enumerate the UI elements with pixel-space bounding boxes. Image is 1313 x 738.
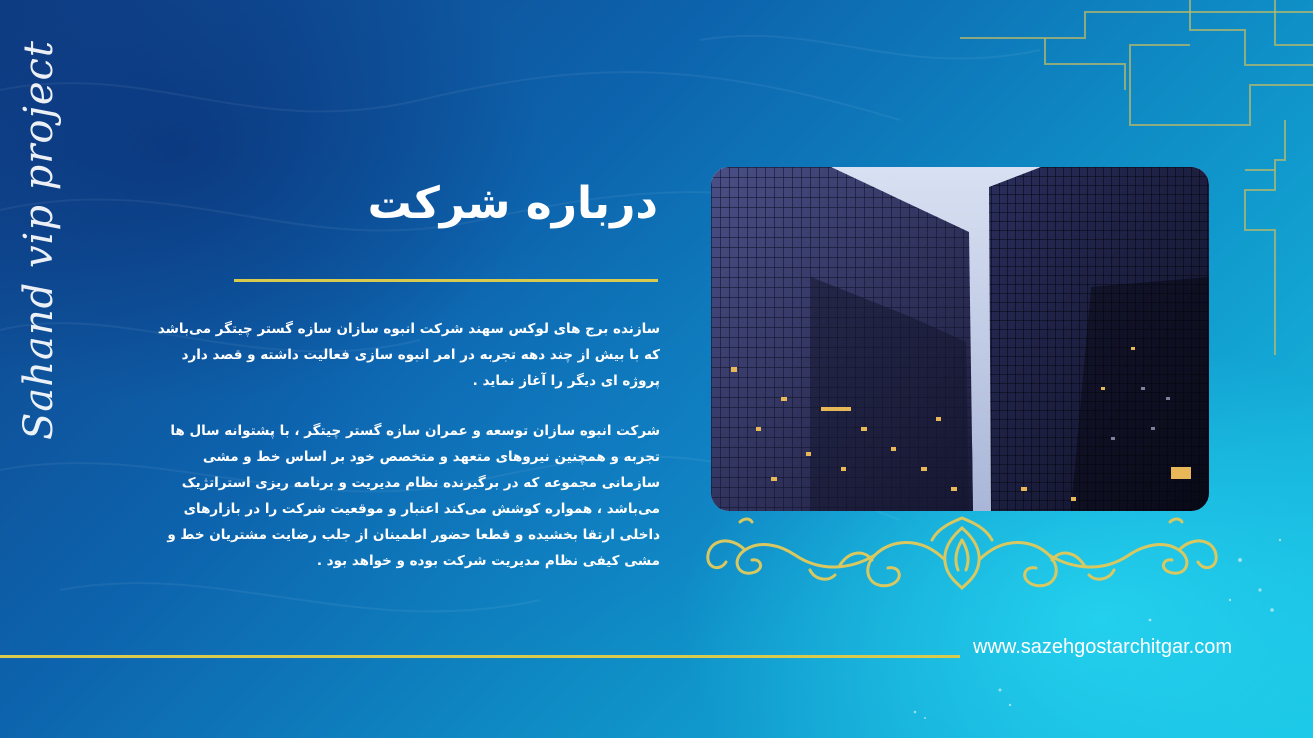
- footer-rule: [0, 655, 960, 658]
- skyscrapers-photo: [711, 167, 1209, 511]
- paragraph-2: شرکت انبوه سازان توسعه و عمران سازه گستر چیتگر ، با پشتوانه سال ها تجربه و همچنین نیروهای متعهد و متخصص خود بر اساس خط و مشی سازمانی مجموعه که در برگیرنده نظام مدیریت و برنامه ریزی استراتژیک می‌باشد ، همواره کوشش می‌کند اعتبار و موقعیت شرکت را در بازارهای داخلی ارتقا بخشیده و قطعا حضور اطمینان از جلب رضایت مشتریان خط و مشی کیفی نظام مدیریت شرکت بوده و خواهد بود .: [167, 423, 660, 569]
- paragraph-1: سازنده برج های لوکس سهند شرکت انبوه سازان سازه گستر چیتگر می‌باشد که با بیش از چند دهه تجربه در امر انبوه سازی فعالیت داشته و قصد دارد پروژه ای دیگر را آغاز نماید .: [157, 321, 660, 389]
- website-link[interactable]: www.sazehgostarchitgar.com: [973, 636, 1233, 658]
- title-underline: [234, 279, 658, 282]
- vertical-brand-watermark: Sahand vip project: [16, 39, 62, 440]
- page-title: درباره شرکت: [367, 178, 658, 229]
- gold-scroll-ornament-icon: [700, 510, 1225, 600]
- skyscrapers-photo-icon: [711, 167, 1209, 511]
- about-text: [140, 316, 660, 598]
